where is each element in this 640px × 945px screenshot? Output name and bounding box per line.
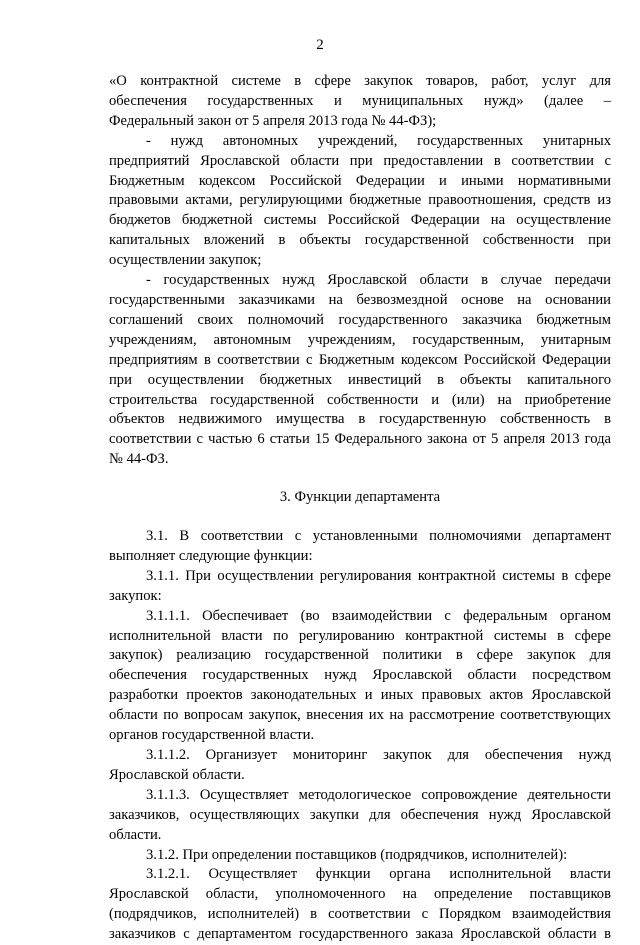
text-line: Бюджетным кодексом Российской Федерации и иными нормативными xyxy=(109,172,611,189)
text-line: закупок: xyxy=(109,587,162,604)
text-line: соглашений своих полномочий государственного заказчика бюджетным xyxy=(109,311,611,328)
paragraph-3-1-1-3 xyxy=(109,786,611,846)
text-line: осуществлении закупок; xyxy=(109,252,262,269)
document-body xyxy=(109,72,611,945)
page-number: 2 xyxy=(316,37,324,53)
text-line: исполнительной власти по регулированию контрактной системы в сфере xyxy=(109,627,611,644)
text-line: бюджетов бюджетной системы Российской Федерации на осуществление xyxy=(109,212,611,229)
paragraph-law-reference xyxy=(109,72,611,132)
text-line: 3.1.1.2. Организует мониторинг закупок для обеспечения нужд xyxy=(146,747,611,763)
paragraph-state-needs xyxy=(109,271,611,470)
paragraph-3-1 xyxy=(109,527,611,567)
text-line: 3.1. В соответствии с установленными полномочиями департамент xyxy=(146,528,611,545)
text-line: объектов недвижимого имущества в государственную собственность в xyxy=(109,411,611,428)
text-line: Ярославской области, уполномоченного на определение поставщиков xyxy=(109,886,611,903)
paragraph-3-1-2 xyxy=(109,846,611,866)
text-line: области по вопросам закупок, внесения их на рассмотрение соответствующих xyxy=(109,707,611,724)
text-line: капитальных вложений в объекты государственной собственности при xyxy=(109,232,611,249)
text-line: - государственных нужд Ярославской области в случае передачи xyxy=(146,272,611,289)
text-line: органов государственной власти. xyxy=(109,727,315,744)
text-line: правовыми актами, регулирующими бюджетные правоотношения, средств из xyxy=(109,192,611,209)
text-line: разработки проектов законодательных и иных правовых актов Ярославской xyxy=(109,687,611,704)
text-line: заказчиков, осуществляющих закупки для обеспечения нужд Ярославской xyxy=(109,806,611,823)
text-line: 3.1.2.1. Осуществляет функции органа исполнительной власти xyxy=(146,866,611,883)
text-line: закупок) реализацию государственной политики в сфере закупок для xyxy=(109,647,611,664)
text-line: выполняет следующие функции: xyxy=(109,547,313,564)
paragraph-3-1-1-2 xyxy=(109,746,611,786)
text-line: (подрядчиков, исполнителей) в соответствии с Порядком взаимодействия xyxy=(109,906,611,923)
text-line: области. xyxy=(109,826,162,843)
text-line: Федеральный закон от 5 апреля 2013 года № 44-ФЗ); xyxy=(109,112,437,129)
text-line: - нужд автономных учреждений, государственных унитарных xyxy=(146,132,611,149)
paragraph-autonomous-institutions xyxy=(109,132,611,271)
text-line: 3.1.1.3. Осуществляет методологическое сопровождение деятельности xyxy=(146,786,611,803)
text-line: обеспечения государственных и муниципальных нужд» (далее – xyxy=(109,92,611,109)
text-line: соответствии с частью 6 статьи 15 Федерального закона от 5 апреля 2013 года xyxy=(109,431,611,448)
text-line: государственными заказчиками на безвозмездной основе на основании xyxy=(109,291,611,308)
text-line: предприятиям в соответствии с Бюджетным кодексом Российской Федерации xyxy=(109,351,611,368)
text-line: «О контрактной системе в сфере закупок товаров, работ, услуг для xyxy=(109,73,611,89)
text-line: 3.1.2. При определении поставщиков (подрядчиков, исполнителей): xyxy=(146,846,568,863)
text-line: обеспечения государственных нужд Ярославской области посредством xyxy=(109,667,611,684)
text-line: строительства государственной собственности и (или) на приобретение xyxy=(109,391,611,408)
text-line: учреждениям, автономным учреждениям, государственным, унитарным xyxy=(109,331,611,348)
text-line: заказчиков с департаментом государственного заказа Ярославской области в xyxy=(109,926,611,943)
text-line: предприятий Ярославской области при предоставлении в соответствии с xyxy=(109,152,611,169)
text-line: при осуществлении бюджетных инвестиций в объекты капитального xyxy=(109,371,611,388)
text-line: 3.1.1. При осуществлении регулирования контрактной системы в сфере xyxy=(146,567,611,584)
paragraph-3-1-1-1 xyxy=(109,607,611,746)
text-line: Ярославской области. xyxy=(109,766,245,783)
text-line: 3.1.1.1. Обеспечивает (во взаимодействии с федеральным органом xyxy=(146,607,611,624)
section-heading: 3. Функции департамента xyxy=(279,489,441,506)
paragraph-3-1-1 xyxy=(109,567,611,607)
paragraph-3-1-2-1 xyxy=(109,865,611,945)
text-line: № 44-ФЗ. xyxy=(109,451,169,468)
